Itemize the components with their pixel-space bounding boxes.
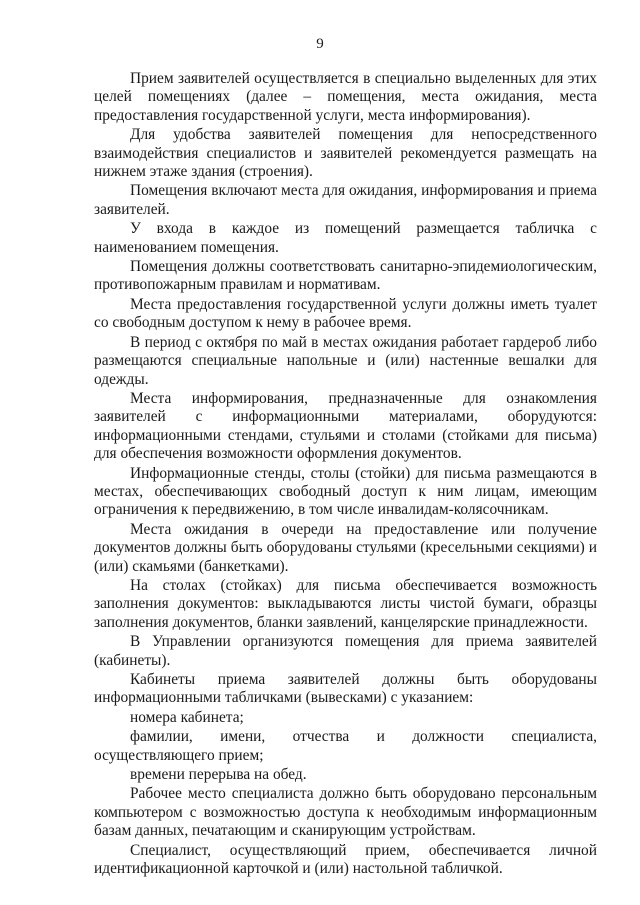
paragraph-entrance-sign: У входа в каждое из помещений размещается табличка с наименованием помещения. <box>94 220 597 256</box>
paragraph-id-card: Специалист, осуществляющий прием, обеспечивается личной идентификационной карточкой и (или) настольной табличкой. <box>94 841 597 878</box>
paragraph-offices: В Управлении организуются помещения для приема заявителей (кабинеты). <box>94 633 597 669</box>
document-body <box>94 70 597 879</box>
list-item-lunch-break: времени перерыва на обед. <box>130 766 307 784</box>
paragraph-toilet: Места предоставления государственной услуги должны иметь туалет со свободным доступом к нему в рабочее время. <box>94 295 597 332</box>
paragraph-cloakroom: В период с октября по май в местах ожидания работает гардероб либо размещаются специальные напольные и (или) настенные вешалки для одежды. <box>94 333 597 388</box>
paragraph-stands-access: Информационные стенды, столы (стойки) для письма размещаются в местах, обеспечивающих свободный доступ к ним лицам, имеющим ограничения к передвижению, в том числе инвалидам-колясочникам. <box>94 464 597 519</box>
paragraph-workplace-computer: Рабочее место специалиста должно быть оборудовано персональным компьютером с возможностью доступа к необходимым информационным базам данных, печатающим и сканирующим устройствам. <box>94 785 597 840</box>
paragraph-writing-desks: На столах (стойках) для письма обеспечивается возможность заполнения документов: выкладываются листы чистой бумаги, образцы заполнения документов, бланки заявлений, канцелярские принадлежности. <box>94 576 597 631</box>
paragraph-information-places: Места информирования, предназначенные для ознакомления заявителей с информационными материалами, оборудуются: информационными стендами, стульями и столами (стойками для письма) для обеспечения возможности оформления документов. <box>94 389 597 463</box>
paragraph-ground-floor: Для удобства заявителей помещения для непосредственного взаимодействия специалистов и заявителей рекомендуется размещать на нижнем этаже здания (строения). <box>94 126 597 181</box>
paragraph-waiting-places: Места ожидания в очереди на предоставление или получение документов должны быть оборудованы стульями (кресельными секциями) и (или) скамьями (банкетками). <box>94 520 597 575</box>
list-item-office-number: номера кабинета; <box>130 708 244 726</box>
paragraph-premises-include: Помещения включают места для ожидания, информирования и приема заявителей. <box>94 182 597 218</box>
paragraph-office-signs: Кабинеты приема заявителей должны быть оборудованы информационными табличками (вывесками) с указанием: <box>94 671 597 707</box>
list-item-specialist-name: фамилии, имени, отчества и должности специалиста, осуществляющего прием; <box>94 728 597 764</box>
paragraph-reception-premises: Прием заявителей осуществляется в специально выделенных для этих целей помещениях (далее – помещения, места ожидания, места предоставления государственной услуги, места информирования). <box>94 70 597 124</box>
page-number: 9 <box>316 36 324 52</box>
paragraph-sanitary-rules: Помещения должны соответствовать санитарно-эпидемиологическим, противопожарным правилам и нормативам. <box>94 258 597 294</box>
